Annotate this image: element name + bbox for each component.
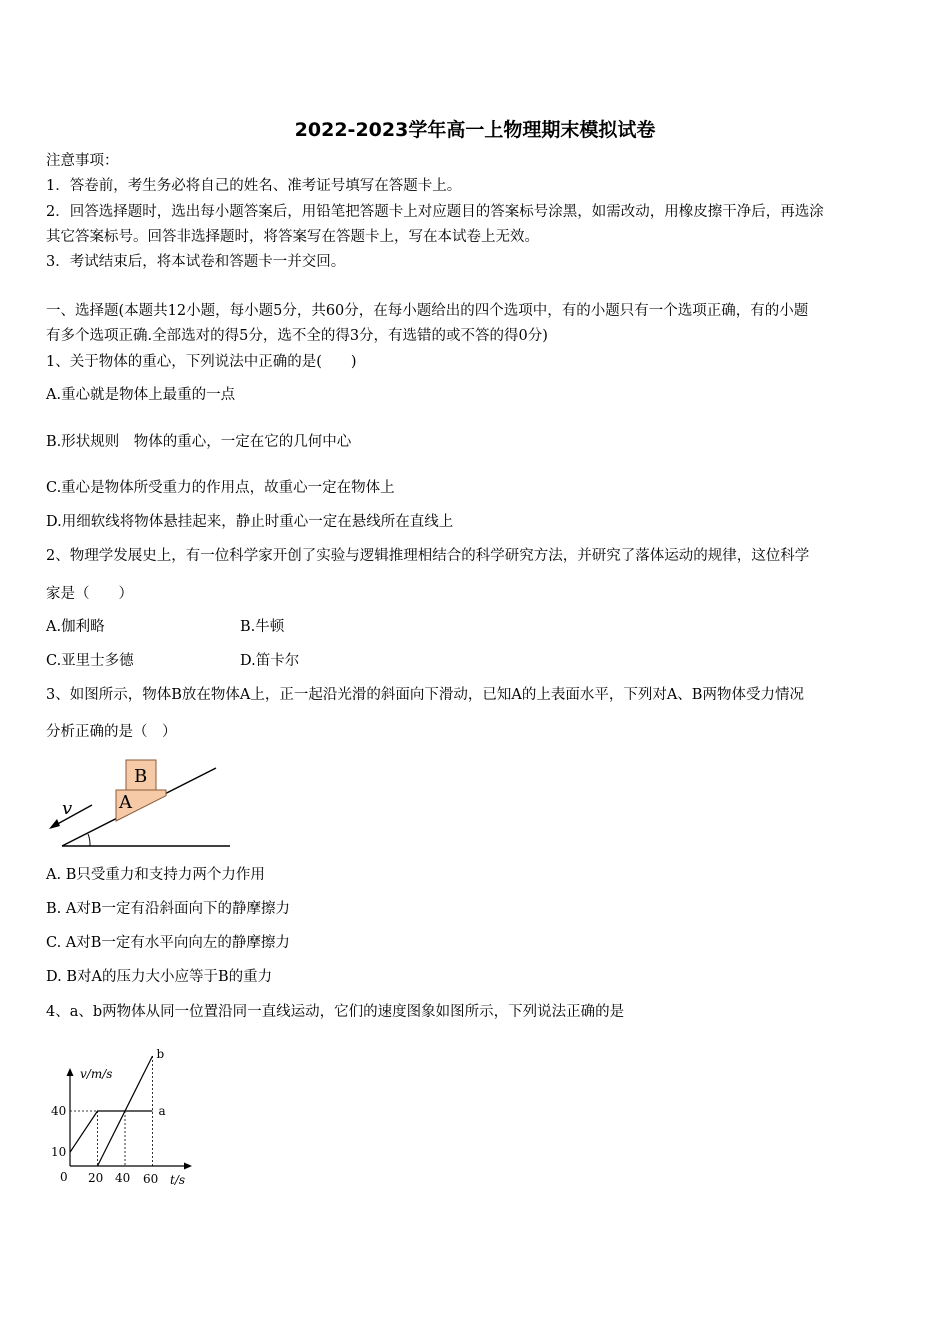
q1-option-a: A.重心就是物体上最重的一点 — [46, 387, 236, 403]
page-title: 2022-2023学年高一上物理期末模拟试卷 — [294, 119, 656, 141]
section-heading: 一、选择题(本题共12小题，每小题5分，共60分，在每小题给出的四个选项中，有的小题只有一个选项正确，有的小题 — [46, 303, 809, 319]
series-a-label: a — [158, 1104, 166, 1118]
notice-item-1: 1．答卷前，考生务必将自己的姓名、准考证号填写在答题卡上。 — [46, 178, 462, 194]
q3-option-b: B. A对B一定有沿斜面向下的静摩擦力 — [46, 901, 290, 917]
q3-option-a: A. B只受重力和支持力两个力作用 — [46, 867, 265, 883]
q1-option-c: C.重心是物体所受重力的作用点，故重心一定在物体上 — [46, 480, 395, 496]
x-tick-label-40: 40 — [115, 1171, 131, 1185]
notice-item-2: 2．回答选择题时，选出每小题答案后，用铅笔把答题卡上对应题目的答案标号涂黑，如需改动，用橡皮擦干净后，再选涂 — [46, 204, 824, 220]
series-b-label: b — [156, 1047, 165, 1061]
q3-stem-cont: 分析正确的是（ ） — [46, 724, 177, 740]
q3-option-d: D. B对A的压力大小应等于B的重力 — [46, 969, 273, 985]
y-tick-label-10: 10 — [51, 1145, 67, 1159]
velocity-arrowhead — [49, 819, 60, 829]
q2-option-a: A.伽利略 — [46, 619, 105, 635]
x-axis-arrowhead — [184, 1163, 192, 1170]
q3-stem: 3、如图所示，物体B放在物体A上，正一起沿光滑的斜面向下滑动，已知A的上表面水平，下列对A、B两物体受力情况 — [46, 687, 804, 703]
q4-stem: 4、a、b两物体从同一位置沿同一直线运动，它们的速度图象如图所示，下列说法正确的是 — [46, 1004, 625, 1020]
y-tick-label-40: 40 — [51, 1104, 67, 1118]
notice-heading: 注意事项： — [46, 153, 119, 169]
velocity-label: v — [62, 798, 73, 819]
q2-stem: 2、物理学发展史上，有一位科学家开创了实验与逻辑推理相结合的科学研究方法，并研究了落体运动的规律，这位科学 — [46, 548, 810, 564]
q1-stem: 1、关于物体的重心，下列说法中正确的是( ) — [46, 354, 357, 370]
incline-figure — [40, 756, 240, 856]
series-a-line — [70, 1111, 153, 1152]
velocity-time-chart — [40, 1035, 210, 1195]
q2-option-b: B.牛顿 — [240, 619, 285, 635]
x-tick-label-20: 20 — [88, 1171, 104, 1185]
q2-option-c: C.亚里士多德 — [46, 653, 134, 669]
x-tick-label-60: 60 — [143, 1172, 159, 1186]
x-axis-label: t/s — [170, 1173, 186, 1187]
q1-option-b: B.形状规则 物体的重心，一定在它的几何中心 — [46, 434, 352, 450]
q1-option-d: D.用细软线将物体悬挂起来，静止时重心一定在悬线所在直线上 — [46, 514, 454, 530]
origin-tick-label: 0 — [60, 1170, 68, 1184]
q2-stem-cont: 家是（ ） — [46, 586, 133, 602]
block-b-label: B — [134, 766, 148, 787]
q3-option-c: C. A对B一定有水平向向左的静摩擦力 — [46, 935, 290, 951]
notice-item-3: 3．考试结束后，将本试卷和答题卡一并交回。 — [46, 254, 346, 270]
q2-option-d: D.笛卡尔 — [240, 653, 300, 669]
y-axis-arrowhead — [67, 1068, 74, 1076]
notice-item-2-cont: 其它答案标号。回答非选择题时，将答案写在答题卡上，写在本试卷上无效。 — [46, 229, 539, 245]
block-a-label: A — [119, 792, 132, 813]
angle-arc — [88, 834, 90, 846]
section-heading-cont: 有多个选项正确.全部选对的得5分，选不全的得3分，有选错的或不答的得0分) — [46, 328, 548, 344]
y-axis-label: v/m/s — [80, 1067, 113, 1081]
